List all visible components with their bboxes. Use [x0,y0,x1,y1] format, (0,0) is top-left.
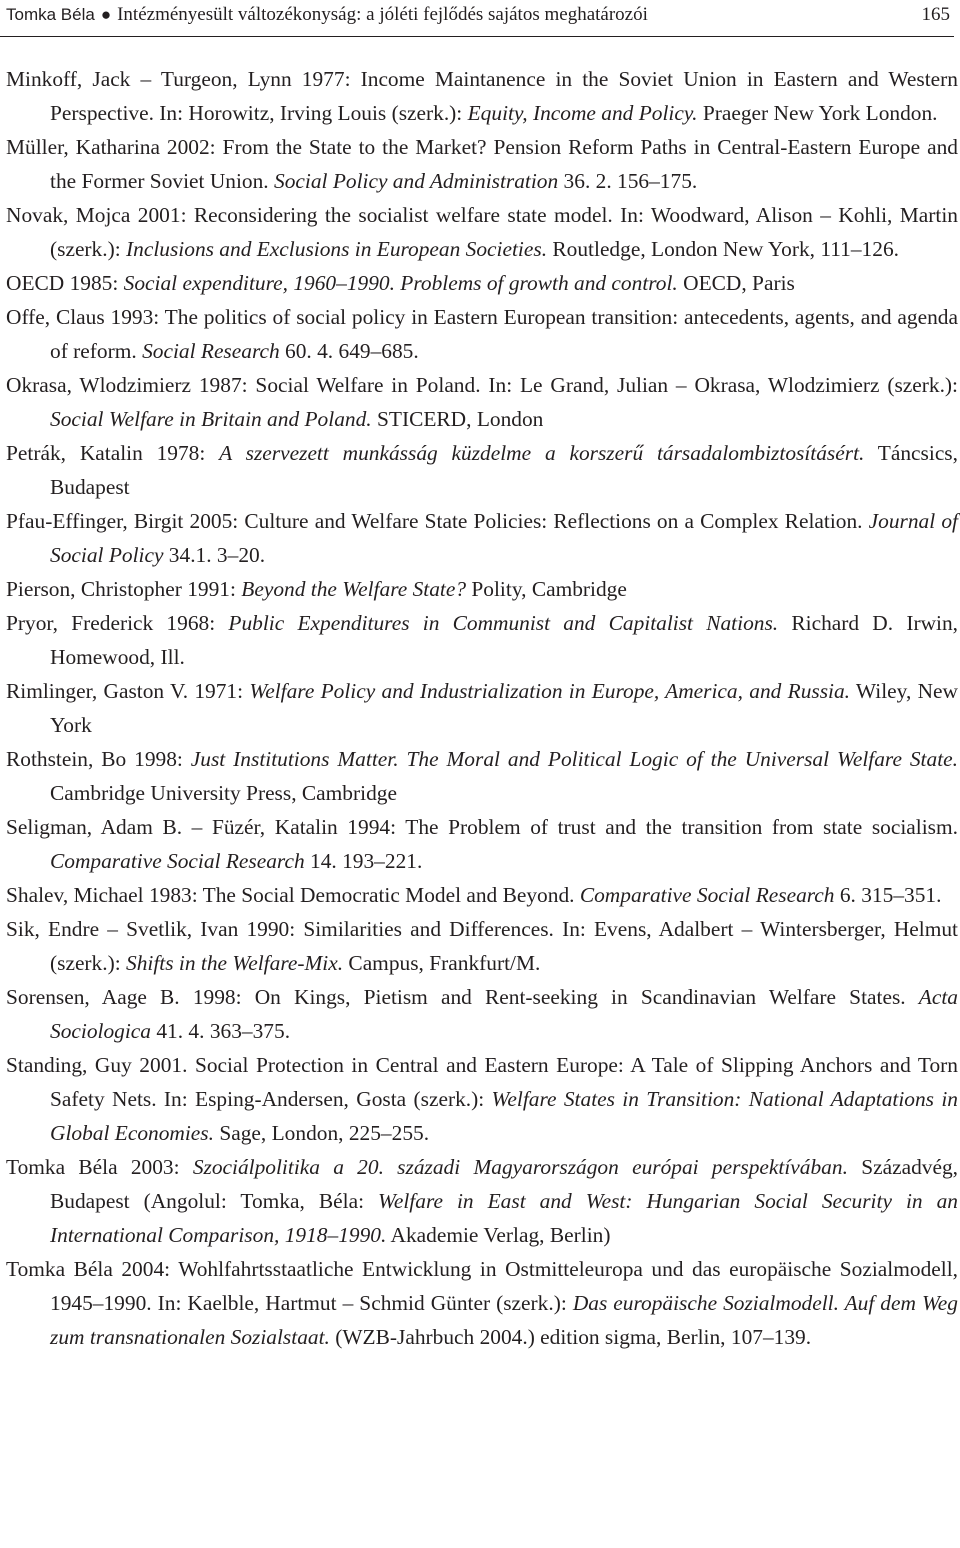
reference-italic-title: Das europäische Sozialmodell. Auf dem Weg zum transnationalen Sozialstaat. [50,1291,959,1349]
reference-text: STICERD, London [371,407,544,431]
reference-italic-title: Social Policy and Administration [274,169,559,193]
reference-entry [6,130,958,198]
reference-text: Müller, Katharina 2002: From the State to the Market? Pension Reform Paths in Central-Eastern Europe and the Former Soviet Union. [6,135,958,193]
reference-entry [6,436,958,504]
reference-text: 6. 315–351. [834,883,942,907]
reference-text: Pfau-Effinger, Birgit 2005: Culture and Welfare State Policies: Reflections on a Complex Relation. [6,509,869,533]
reference-list [6,62,958,1354]
reference-entry [6,912,958,980]
reference-text: Novak, Mojca 2001: Reconsidering the socialist welfare state model. In: Woodward, Alison – Kohli, Martin (szerk.): [6,203,958,261]
reference-entry [6,198,958,266]
reference-italic-title: Inclusions and Exclusions in European Societies. [126,237,548,261]
reference-text: Routledge, London New York, 111–126. [547,237,899,261]
reference-entry [6,300,958,368]
reference-text: Sorensen, Aage B. 1998: On Kings, Pietism and Rent-seeking in Scandinavian Welfare States. [6,985,919,1009]
reference-text: 34.1. 3–20. [163,543,266,567]
reference-text: Tomka Béla 2004: Wohlfahrtsstaatliche Entwicklung in Ostmitteleuropa und das europäische Sozialmodell, 1945–1990. In: Kaelble, Hartmut – Schmid Günter (szerk.): [6,1257,958,1315]
reference-text: Akademie Verlag, Berlin) [386,1223,611,1247]
page-number: 165 [921,4,950,25]
reference-italic-title: Beyond the Welfare State? [241,577,467,601]
reference-text: 60. 4. 649–685. [279,339,419,363]
header-title: Intézményesült változékonyság: a jóléti fejlődés sajátos meghatározói [117,4,648,25]
reference-text: Richard D. Irwin, Homewood, Ill. [50,611,959,669]
reference-italic-title: Acta Sociologica [50,985,958,1043]
reference-italic-title: Journal of Social Policy [50,509,958,567]
bullet-icon: ● [100,5,112,24]
reference-entry [6,674,958,742]
reference-italic-title: Just Institutions Matter. The Moral and Political Logic of the Universal Welfare State. [190,747,958,771]
reference-text: Cambridge University Press, Cambridge [50,781,397,805]
reference-text: Sage, London, 225–255. [213,1121,430,1145]
reference-text: Polity, Cambridge [466,577,627,601]
reference-italic-title: Szociálpolitika a 20. századi Magyarországon európai perspektívában. [192,1155,848,1179]
reference-text: Sik, Endre – Svetlik, Ivan 1990: Similarities and Differences. In: Evens, Adalbert – Wintersberger, Helmut (szerk.): [6,917,958,975]
reference-text: Pryor, Frederick 1968: [6,611,229,635]
reference-text: 14. 193–221. [304,849,423,873]
reference-entry [6,606,958,674]
reference-text: Wiley, New York [50,679,958,737]
reference-entry [6,572,958,606]
reference-text: Offe, Claus 1993: The politics of social policy in Eastern European transition: antecedents, agents, and agenda of reform. [6,305,958,363]
reference-italic-title: Comparative Social Research [579,883,835,907]
reference-entry [6,62,958,130]
reference-italic-title: Shifts in the Welfare-Mix. [126,951,344,975]
reference-italic-title: Welfare in East and West: Hungarian Social Security in an International Comparison, 1918–1990. [50,1189,958,1247]
reference-text: 36. 2. 156–175. [558,169,698,193]
reference-text: Rothstein, Bo 1998: [6,747,191,771]
reference-text: Seligman, Adam B. – Füzér, Katalin 1994: The Problem of trust and the transition from state socialism. [6,815,958,839]
reference-entry [6,810,958,878]
reference-entry [6,1150,958,1252]
reference-text: Shalev, Michael 1983: The Social Democratic Model and Beyond. [6,883,580,907]
reference-italic-title: Equity, Income and Policy. [467,101,698,125]
reference-text: Rimlinger, Gaston V. 1971: [6,679,250,703]
reference-entry [6,878,958,912]
reference-entry [6,504,958,572]
reference-text: Tomka Béla 2003: [6,1155,193,1179]
header-left [6,0,648,30]
reference-text: OECD 1985: [6,271,124,295]
reference-entry [6,1048,958,1150]
reference-text: Táncsics, Budapest [50,441,958,499]
reference-text: Pierson, Christopher 1991: [6,577,242,601]
reference-text: OECD, Paris [677,271,795,295]
reference-italic-title: Welfare Policy and Industrialization in Europe, America, and Russia. [249,679,851,703]
reference-italic-title: Comparative Social Research [50,849,305,873]
reference-italic-title: A szervezett munkásság küzdelme a korszerű társadalombiztosításért. [219,441,865,465]
reference-text: Standing, Guy 2001. Social Protection in Central and Eastern Europe: A Tale of Slipping Anchors and Torn Safety Nets. In: Esping-Andersen, Gosta (szerk.): [6,1053,958,1111]
reference-text: 41. 4. 363–375. [151,1019,291,1043]
reference-italic-title: Welfare States in Transition: National Adaptations in Global Economies. [50,1087,958,1145]
reference-text: Petrák, Katalin 1978: [6,441,220,465]
running-header [0,0,954,37]
reference-entry [6,368,958,436]
reference-text: Századvég, Budapest (Angolul: Tomka, Béla: [50,1155,959,1213]
header-author: Tomka Béla [6,5,95,24]
reference-text: Praeger New York London. [697,101,938,125]
reference-entry [6,980,958,1048]
reference-entry [6,1252,958,1354]
reference-entry [6,266,958,300]
reference-text: Minkoff, Jack – Turgeon, Lynn 1977: Income Maintanence in the Soviet Union in Eastern and Western Perspective. In: Horowitz, Irving Louis (szerk.): [6,67,958,125]
reference-italic-title: Social Welfare in Britain and Poland. [50,407,372,431]
reference-italic-title: Social expenditure, 1960–1990. Problems of growth and control. [123,271,678,295]
reference-italic-title: Social Research [142,339,280,363]
reference-text: Okrasa, Wlodzimierz 1987: Social Welfare in Poland. In: Le Grand, Julian – Okrasa, Wlodzimierz (szerk.): [6,373,958,397]
reference-entry [6,742,958,810]
reference-text: (WZB-Jahrbuch 2004.) edition sigma, Berlin, 107–139. [329,1325,812,1349]
reference-text: Campus, Frankfurt/M. [343,951,541,975]
reference-italic-title: Public Expenditures in Communist and Capitalist Nations. [228,611,779,635]
